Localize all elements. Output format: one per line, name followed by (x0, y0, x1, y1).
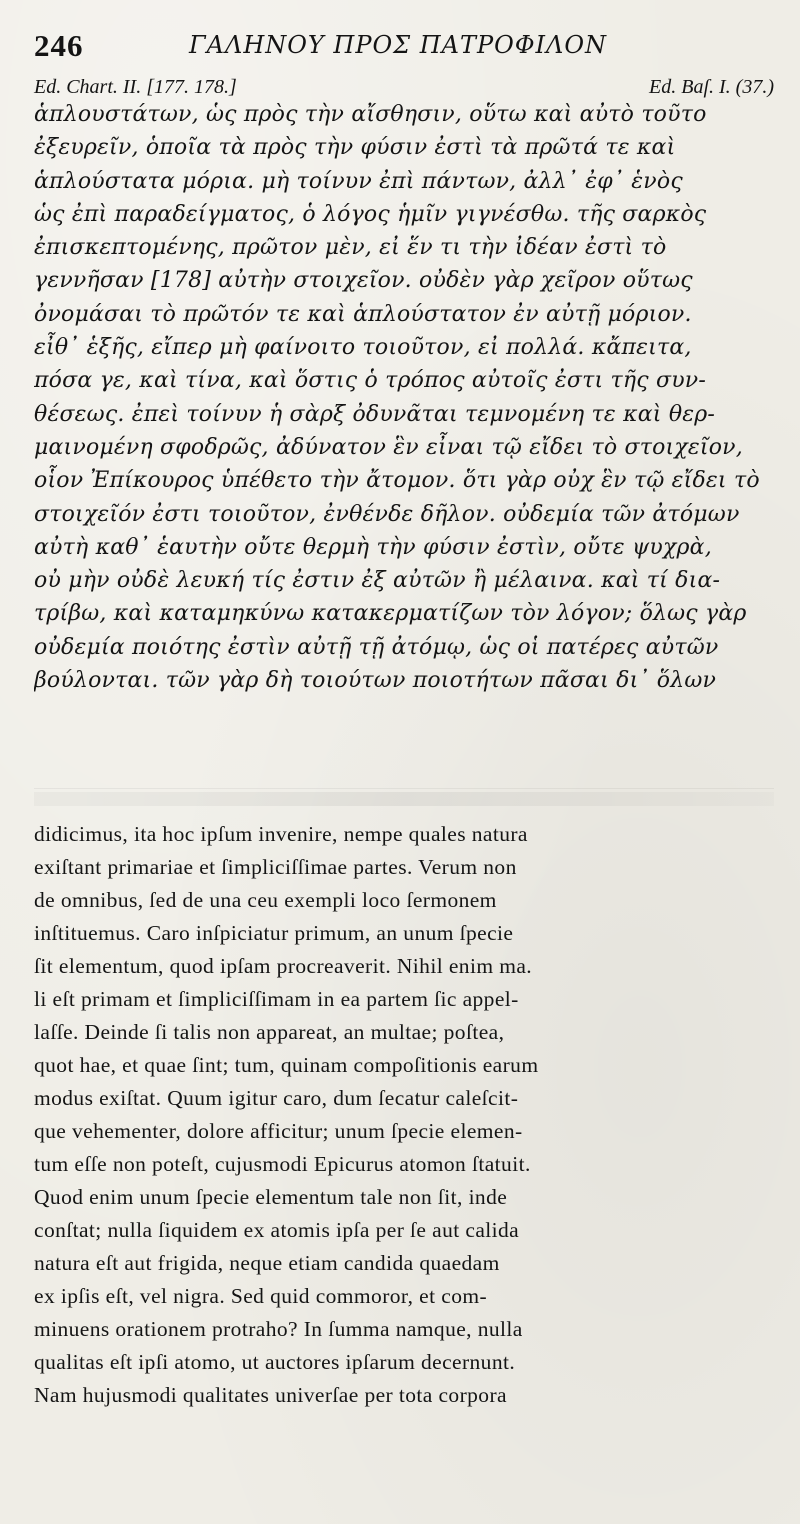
greek-line: βούλονται. τῶν γὰρ δὴ τοιούτων ποιοτήτων πᾶσαι δι᾽ ὅλων (34, 668, 717, 694)
greek-line: εἶθ᾽ ἑξῆς, εἴπερ μὴ φαίνοιτο τοιοῦτον, εἰ πολλά. κἄπειτα, (34, 335, 692, 361)
latin-line: li eſt primam et ſimpliciſſimam in ea partem ſic appel- (34, 987, 519, 1011)
latin-line: conſtat; nulla ſiquidem ex atomis ipſa per ſe aut calida (34, 1218, 520, 1242)
greek-line: οἷον Ἐπίκουρος ὑπέθετο τὴν ἄτομον. ὅτι γὰρ οὐχ ἓν τῷ εἴδει τὸ (34, 468, 760, 494)
latin-line: qualitas eſt ipſi atomo, ut auctores ipſarum decernunt. (34, 1350, 516, 1374)
greek-line: ἐπισκεπτομένης, πρῶτον μὲν, εἰ ἕν τι τὴν ἰδέαν ἐστὶ τὸ (34, 235, 667, 261)
greek-line: θέσεως. ἐπεὶ τοίνυν ἡ σὰρξ ὀδυνᾶται τεμνομένη τε καὶ θερ- (34, 401, 716, 427)
greek-line: αὐτὴ καθ᾽ ἑαυτὴν οὔτε θερμὴ τὴν φύσιν ἐστὶν, οὔτε ψυχρὰ, (34, 534, 712, 560)
greek-line: οὐδεμία ποιότης ἐστὶν αὐτῇ τῇ ἀτόμῳ, ὡς οἱ πατέρες αὐτῶν (34, 634, 719, 660)
page-header (34, 28, 774, 68)
latin-line: natura eſt aut frigida, neque etiam candida quaedam (34, 1251, 500, 1275)
latin-line: minuens orationem protraho? In ſumma namque, nulla (34, 1317, 523, 1341)
latin-line: laſſe. Deinde ſi talis non appareat, an multae; poſtea, (34, 1020, 505, 1044)
latin-line: exiſtant primariae et ſimpliciſſimae partes. Verum non (34, 855, 517, 879)
greek-line: τρίβω, καὶ καταμηκύνω κατακερματίζων τὸν λόγον; ὅλως γὰρ (34, 601, 747, 627)
running-head: ΓΑΛΗΝΟΥ ΠΡΟΣ ΠΑΤΡΟΦΙΛΟΝ (189, 31, 608, 59)
section-divider (34, 788, 774, 789)
edition-left-reference: Ed. Chart. II. [177. 178.] (34, 76, 237, 98)
page-number: 246 (34, 28, 84, 63)
greek-line: ἐξευρεῖν, ὁποῖα τὰ πρὸς τὴν φύσιν ἐστὶ τὰ πρῶτά τε καὶ (34, 135, 676, 161)
greek-line: γεννῆσαν [178] αὐτὴν στοιχεῖον. οὐδὲν γὰρ χεῖρον οὕτως (34, 268, 693, 294)
latin-line: quot hae, et quae ſint; tum, quinam compoſitionis earum (34, 1053, 539, 1077)
latin-line: didicimus, ita hoc ipſum invenire, nempe quales natura (34, 822, 528, 846)
greek-line: στοιχεῖόν ἐστι τοιοῦτον, ἐνθένδε δῆλον. οὐδεμία τῶν ἀτόμων (34, 501, 740, 527)
latin-line: que vehementer, dolore afficitur; unum ſpecie elemen- (34, 1119, 523, 1143)
greek-line: μαινομένη σφοδρῶς, ἀδύνατον ἓν εἶναι τῷ εἴδει τὸ στοιχεῖον, (34, 434, 743, 460)
latin-line: de omnibus, ſed de una ceu exempli loco ſermonem (34, 888, 497, 912)
latin-line: ſit elementum, quod ipſam procreaverit. Nihil enim ma. (34, 954, 533, 978)
greek-line: ἁπλούστατα μόρια. μὴ τοίνυν ἐπὶ πάντων, ἀλλ᾽ ἐφ᾽ ἑνὸς (34, 168, 683, 194)
greek-line: ἁπλουστάτων, ὡς πρὸς τὴν αἴσθησιν, οὕτω καὶ αὐτὸ τοῦτο (34, 102, 707, 127)
latin-line: tum eſſe non poteſt, cujusmodi Epicurus atomon ſtatuit. (34, 1152, 531, 1176)
greek-line: οὐ μὴν οὐδὲ λευκή τίς ἐστιν ἐξ αὐτῶν ἢ μέλαινα. καὶ τί δια- (34, 568, 721, 594)
greek-line: πόσα γε, καὶ τίνα, καὶ ὅστις ὁ τρόπος αὐτοῖς ἐστι τῆς συν- (34, 368, 706, 394)
greek-line: ὡς ἐπὶ παραδείγματος, ὁ λόγος ἡμῖν γιγνέσθω. τῆς σαρκὸς (34, 201, 707, 227)
latin-text-block (34, 818, 774, 1412)
latin-line: Quod enim unum ſpecie elementum tale non ſit, inde (34, 1185, 508, 1209)
greek-line: ὀνομάσαι τὸ πρῶτόν τε καὶ ἁπλούστατον ἐν αὐτῇ μόριον. (34, 301, 692, 327)
latin-line: inſtituemus. Caro inſpiciatur primum, an unum ſpecie (34, 921, 514, 945)
latin-line: ex ipſis eſt, vel nigra. Sed quid commoror, et com- (34, 1284, 488, 1308)
latin-line: Nam hujusmodi qualitates univerſae per tota corpora (34, 1383, 507, 1407)
show-through-band (34, 792, 774, 806)
edition-right-reference: Ed. Baſ. I. (37.) (649, 76, 774, 98)
greek-text-block (34, 98, 774, 697)
latin-line: modus exiſtat. Quum igitur caro, dum ſecatur caleſcit- (34, 1086, 519, 1110)
